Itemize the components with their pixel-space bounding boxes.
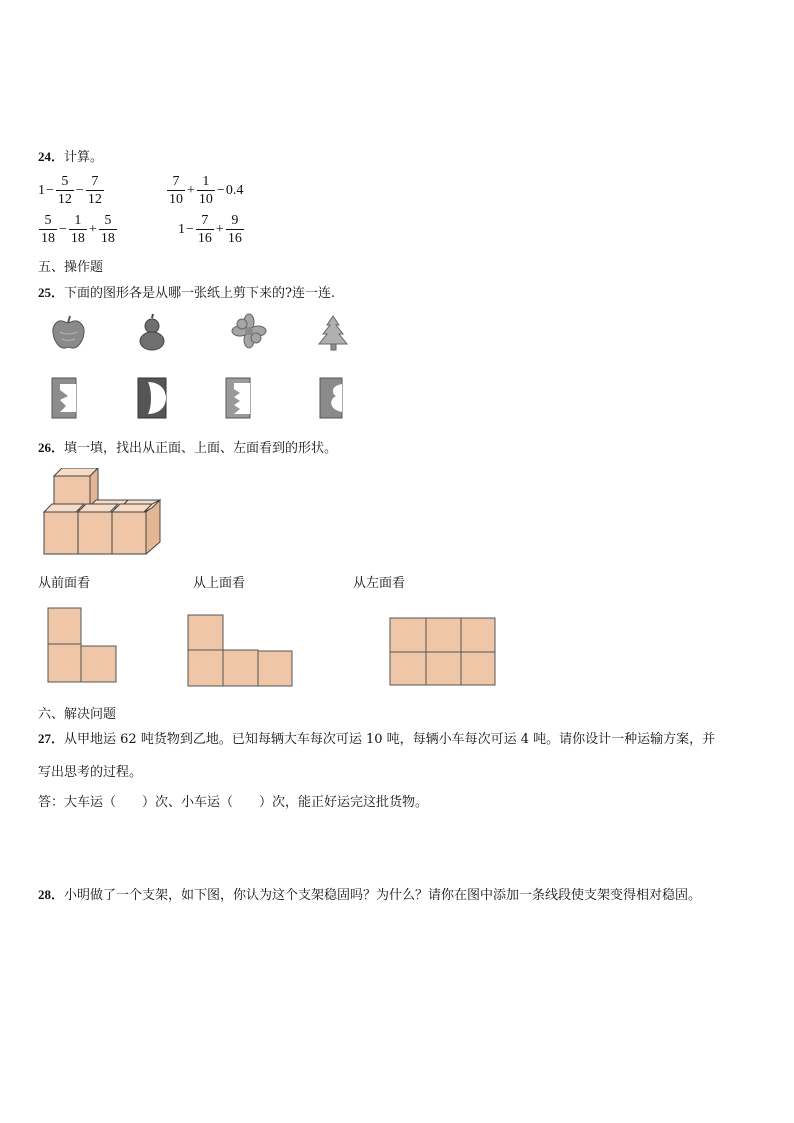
q25-text: 下面的图形各是从哪一张纸上剪下来的?连一连. — [64, 286, 336, 301]
q26-number: 26． — [38, 440, 65, 455]
q28-number: 28． — [38, 887, 65, 902]
apple-shape[interactable] — [53, 316, 84, 348]
flower-shape[interactable] — [232, 314, 266, 348]
expr4-term: 1 — [178, 221, 185, 237]
expr1-fraction-1: $\frac{5}{12}$ — [57, 174, 72, 207]
expr4-op: − — [186, 221, 194, 237]
expr1-op: − — [75, 182, 84, 198]
tree-shape[interactable] — [319, 316, 347, 350]
q28-heading — [38, 884, 701, 903]
view-label-top: 从上面看 — [193, 576, 246, 591]
paper-1-shape[interactable] — [52, 378, 76, 418]
q24-expression-3 — [38, 212, 118, 247]
q26-text: 填一填，找出从正面、上面、左面看到的形状。 — [64, 441, 338, 456]
expr3-fraction-3: $\frac{5}{18}$ — [100, 213, 115, 246]
grid-cell — [390, 618, 426, 652]
view-label-left: 从左面看 — [353, 576, 406, 591]
paper-4-shape[interactable] — [320, 378, 342, 418]
grid-cell — [48, 608, 81, 644]
view-label-front: 从前面看 — [38, 576, 91, 591]
q27-text-line-2: 写出思考的过程。 — [38, 765, 143, 780]
grid-cell — [188, 615, 223, 650]
expr2-op: − — [216, 182, 225, 198]
expr4-fraction-1: $\frac{7}{16}$ — [197, 213, 212, 246]
expr2-fraction-1: $\frac{7}{10}$ — [169, 174, 183, 207]
grid-cell — [48, 644, 81, 682]
q24-heading — [38, 146, 103, 165]
grid-cell — [390, 652, 426, 685]
q27-line-1 — [38, 728, 715, 747]
expr3-op: − — [59, 221, 67, 237]
grid-cell — [81, 646, 116, 682]
grid-cell — [426, 652, 461, 685]
expr4-op: + — [215, 221, 224, 237]
paper-3-shape[interactable] — [226, 378, 250, 418]
section-6-title: 六、解决问题 — [38, 707, 117, 722]
section-5-title: 五、操作题 — [38, 260, 104, 275]
top-view-grid — [186, 613, 296, 689]
grid-cell — [188, 650, 223, 686]
q25-number: 25． — [38, 285, 65, 300]
grid-cell — [223, 650, 258, 686]
q27-text-line-1: 从甲地运 62 吨货物到乙地。已知每辆大车每次可运 10 吨，每辆小车每次可运 4 吨。请你设计一种运输方案，并 — [64, 732, 716, 747]
q25-shapes — [38, 310, 368, 428]
expr3-fraction-1: $\frac{5}{18}$ — [41, 213, 55, 246]
grid-cell — [258, 651, 292, 686]
q24-expression-2 — [166, 173, 243, 208]
q25-heading — [38, 282, 335, 301]
q26-heading — [38, 437, 337, 456]
q24-label: 计算。 — [64, 150, 104, 165]
gourd-shape[interactable] — [140, 314, 164, 350]
front-view-grid — [46, 606, 120, 684]
expr4-fraction-2: $\frac{9}{16}$ — [227, 213, 242, 246]
grid-cell — [426, 618, 461, 652]
left-view-grid — [388, 616, 498, 688]
q27-number: 27． — [38, 731, 65, 746]
expr2-fraction-2: $\frac{1}{10}$ — [198, 174, 213, 207]
grid-cell — [461, 652, 495, 685]
q24-expression-1 — [38, 173, 105, 208]
expr3-fraction-2: $\frac{1}{18}$ — [70, 213, 85, 246]
grid-cell — [461, 618, 495, 652]
expr2-op: + — [187, 182, 195, 198]
expr1-term: 1 — [38, 182, 45, 198]
expr3-op: + — [88, 221, 97, 237]
cube-stack-figure — [40, 468, 175, 558]
q24-number: 24． — [38, 149, 65, 164]
expr2-term: 0.4 — [225, 182, 244, 198]
q28-text: 小明做了一个支架，如下图，你认为这个支架稳固吗？为什么？请你在图中添加一条线段使支架变得相对稳固。 — [64, 888, 702, 903]
expr1-fraction-2: $\frac{7}{12}$ — [87, 174, 102, 207]
q27-answer: 答：大车运（ ）次、小车运（ ）次，能正好运完这批货物。 — [38, 795, 429, 810]
q24-expression-4 — [178, 212, 245, 247]
expr1-op: − — [46, 182, 54, 198]
paper-2-shape[interactable] — [138, 378, 166, 418]
